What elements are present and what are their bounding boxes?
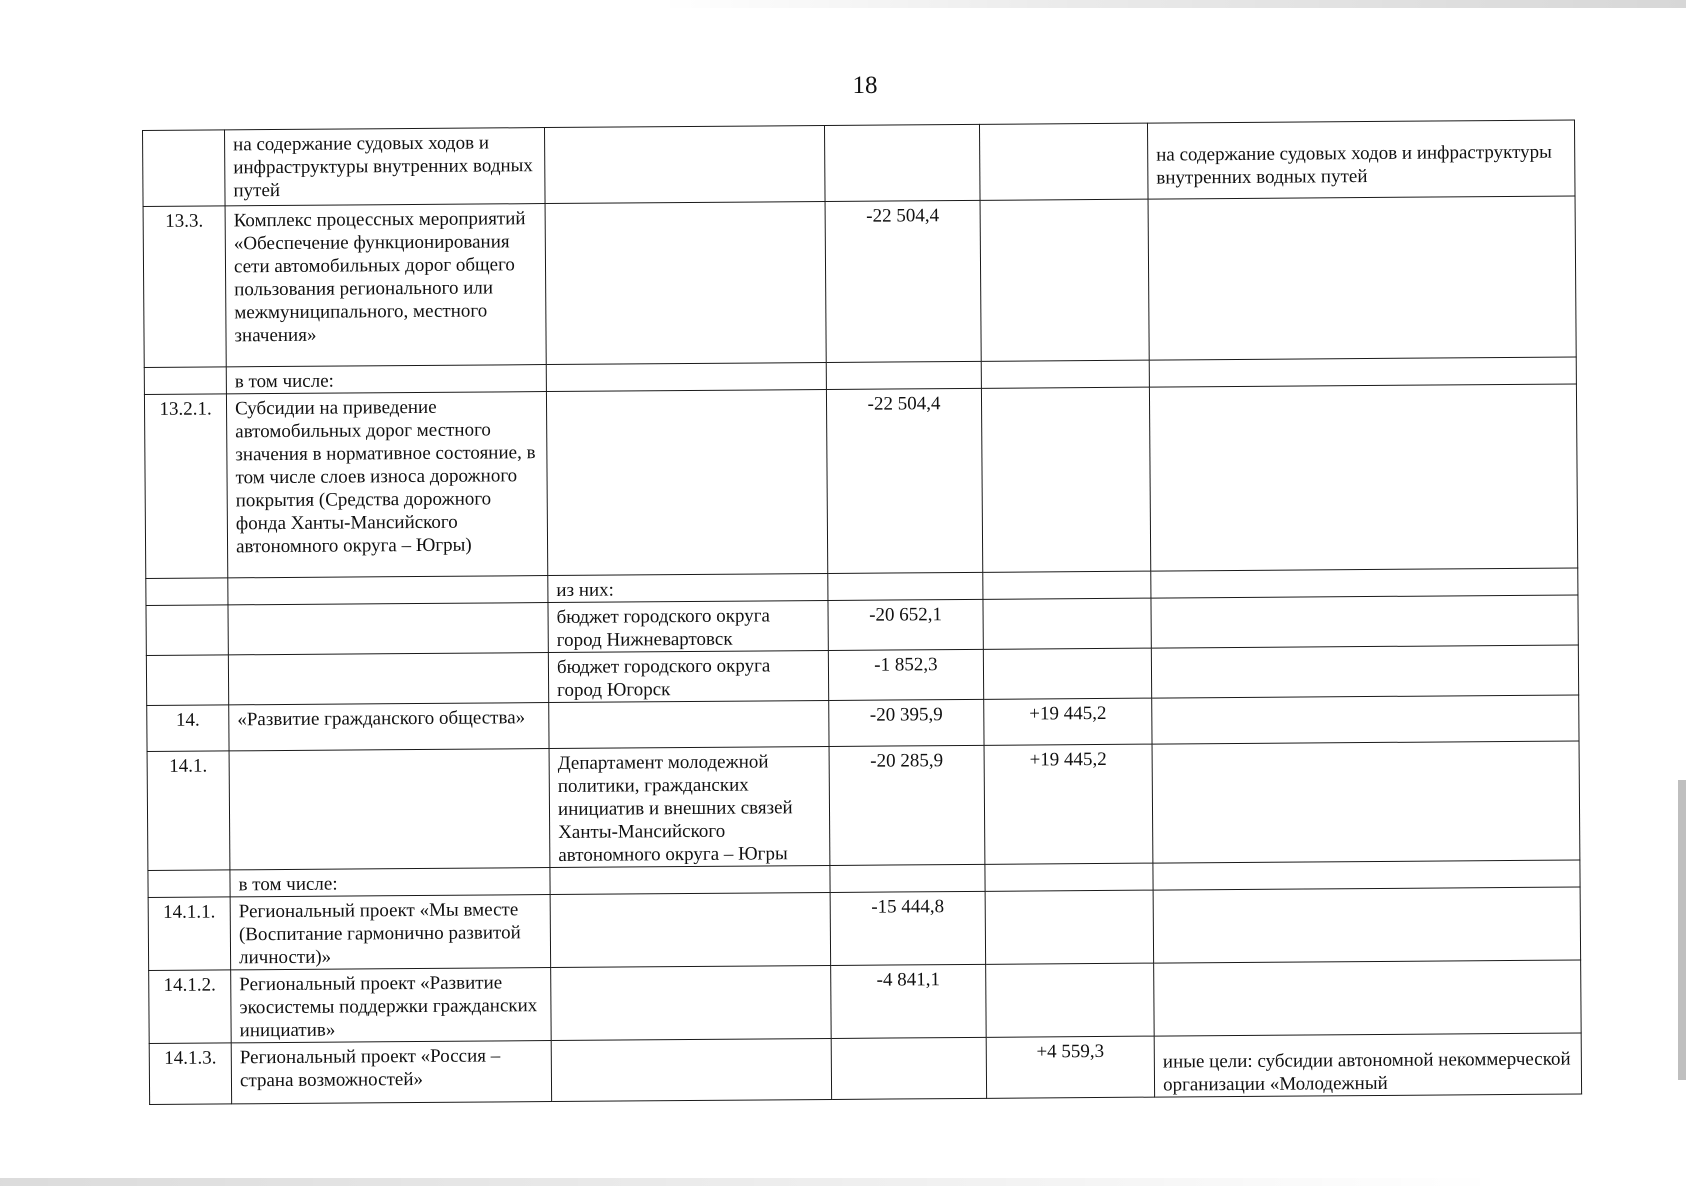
cell-note [1152, 741, 1580, 863]
cell-num [146, 605, 228, 656]
cell-executor [551, 1038, 831, 1101]
cell-value-2 [983, 598, 1151, 649]
cell-name: Региональный проект «Развитие экосистемы поддержки гражданских инициатив» [231, 968, 552, 1043]
cell-value-1: -15 444,8 [830, 891, 986, 965]
table-row [144, 384, 1577, 578]
scan-edge-right [1678, 780, 1686, 1080]
cell-note [1149, 357, 1576, 387]
cell-num: 13.3. [143, 206, 226, 368]
cell-value-1: -20 285,9 [829, 745, 985, 865]
cell-note [1149, 384, 1577, 571]
cell-note: иные цели: субсидии автономной некоммерческой организации «Молодежный [1154, 1033, 1581, 1097]
cell-value-1 [828, 572, 983, 600]
budget-table [142, 119, 1582, 1104]
cell-note [1152, 695, 1579, 744]
cell-value-1: -22 504,4 [825, 200, 981, 362]
scan-edge-bottom [0, 1178, 1500, 1186]
cell-value-2 [980, 199, 1149, 361]
cell-value-1: -4 841,1 [831, 964, 987, 1038]
cell-value-2 [983, 648, 1151, 699]
cell-value-1 [826, 361, 981, 389]
table-row [147, 741, 1580, 870]
cell-num: 14.1.1. [148, 897, 231, 971]
cell-num: 14.1.2. [149, 970, 232, 1044]
cell-executor [544, 125, 825, 203]
cell-value-2 [983, 571, 1151, 599]
cell-name [229, 749, 550, 870]
cell-note [1151, 645, 1578, 698]
cell-value-2 [981, 387, 1150, 572]
cell-value-1: -20 395,9 [829, 699, 984, 746]
cell-name [228, 576, 548, 605]
cell-name: Комплекс процессных мероприятий «Обеспечение функционирования сети автомобильных дорог общего пользования регионального или межмуниципального, местного значения» [225, 204, 546, 367]
cell-executor [546, 389, 827, 575]
cell-executor: из них: [548, 573, 828, 602]
cell-value-1: -20 652,1 [828, 599, 983, 650]
cell-executor [546, 362, 826, 391]
cell-num: 14. [147, 705, 229, 752]
cell-executor: Департамент молодежной политики, гражданских инициатив и внешних связей Ханты-Мансийского автономного округа – Югры [549, 746, 830, 867]
table-row [143, 120, 1576, 206]
cell-executor [550, 865, 830, 894]
cell-name: Региональный проект «Россия – страна возможностей» [231, 1041, 551, 1104]
scan-edge-top [660, 0, 1686, 8]
cell-executor: бюджет городского округа город Югорск [548, 650, 828, 702]
cell-value-2 [985, 863, 1153, 891]
cell-name [228, 603, 548, 655]
cell-value-1 [831, 1037, 986, 1099]
cell-value-2 [979, 123, 1148, 200]
cell-value-2 [981, 360, 1149, 388]
cell-name: на содержание судовых ходов и инфраструктуры внутренних водных путей [225, 128, 546, 206]
cell-note [1153, 887, 1581, 963]
cell-name: в том числе: [226, 365, 546, 394]
page-number: 18 [852, 72, 878, 99]
cell-num [144, 367, 226, 395]
cell-value-2 [986, 963, 1155, 1037]
cell-name: в том числе: [230, 868, 550, 897]
cell-note [1151, 595, 1578, 648]
cell-executor [545, 201, 826, 364]
table-row [149, 960, 1581, 1043]
cell-value-1: -22 504,4 [826, 388, 982, 573]
cell-note [1154, 960, 1582, 1036]
cell-num: 14.1. [147, 751, 230, 871]
cell-num [146, 578, 228, 606]
cell-executor: бюджет городского округа город Нижневартовск [548, 600, 828, 652]
cell-num: 14.1.3. [149, 1043, 231, 1105]
table-row [143, 196, 1576, 367]
cell-name: Субсидии на приведение автомобильных дорог местного значения в нормативное состояние, в том числе слоев износа дорожного покрытия (Средства дорожного фонда Ханты-Мансийского автономного округа – Югры) [226, 392, 547, 578]
cell-executor [549, 700, 829, 748]
cell-note [1153, 860, 1580, 890]
cell-executor [551, 965, 832, 1040]
cell-note [1151, 568, 1578, 598]
cell-value-2: +19 445,2 [984, 698, 1152, 745]
cell-value-1 [830, 864, 985, 892]
cell-value-2: +4 559,3 [986, 1036, 1154, 1098]
cell-name: «Развитие гражданского общества» [229, 703, 549, 751]
cell-note [1148, 196, 1576, 360]
cell-num [146, 655, 228, 706]
cell-num: 13.2.1. [144, 394, 227, 579]
cell-name: Региональный проект «Мы вместе (Воспитание гармонично развитой личности)» [230, 895, 551, 970]
cell-value-1: -1 852,3 [828, 649, 983, 700]
cell-name [228, 653, 548, 705]
cell-value-2 [985, 890, 1154, 964]
cell-note: на содержание судовых ходов и инфраструктуры внутренних водных путей [1147, 120, 1575, 199]
cell-executor [550, 892, 831, 967]
cell-value-1 [824, 124, 980, 201]
table-row [149, 1033, 1581, 1104]
table-row [148, 887, 1580, 970]
cell-value-2: +19 445,2 [984, 744, 1153, 864]
cell-num [143, 130, 226, 207]
cell-num [148, 870, 230, 898]
